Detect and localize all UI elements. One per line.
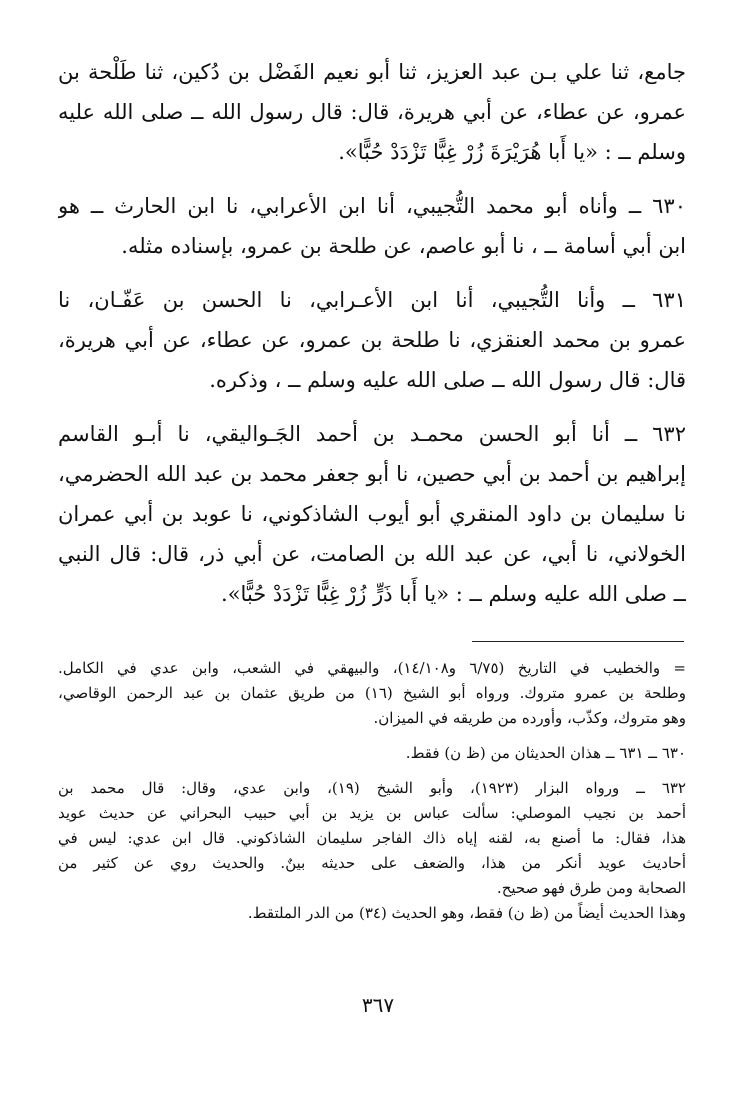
paragraph-gap [58, 400, 686, 414]
paragraph-hadith-630 [58, 186, 686, 266]
footnote-line: أحمد بن نجيب الموصلي: سألت عباس بن يزيد بن أبي حبيب البحراني عن حديث عويد [58, 804, 686, 822]
paragraph-hadith-632 [58, 414, 686, 614]
text-line: ٦٣١ ــ وأنا التُّجيبي، أنا ابن الأعـرابي، نا الحسن بن عَفّـان، نا [58, 288, 686, 312]
footnote-gap [58, 731, 686, 741]
page-number: ٣٦٧ [361, 993, 395, 1017]
text-line: ٦٣٢ ــ أنا أبو الحسن محمـد بن أحمد الجَـواليقي، نا أبـو القاسم [58, 422, 686, 446]
text-line: جامع، ثنا علي بـن عبد العزيز، ثنا أبو نعيم الفَضْل بن دُكين، ثنا طَلْحة بن [58, 60, 686, 84]
text-line: عمرو، عن عطاء، عن أبي هريرة، قال: قال رسول الله ــ صلى الله عليه [58, 100, 686, 124]
footnote-line: وهو متروك، وكذّب، وأورده من طريقه في الميزان. [373, 709, 686, 727]
footnote-line: = والخطيب في التاريخ (٦/٧٥ و١٤/١٠٨)، والبيهقي في الشعب، وابن عدي في الكامل. [58, 659, 686, 677]
text-line: ابن أبي أسامة ــ ، نا أبو عاصم، عن طلحة بن عمرو، بإسناده مثله. [121, 234, 686, 258]
paragraph-gap [58, 266, 686, 280]
footnote-gap [58, 766, 686, 776]
text-line: إبراهيم بن أحمد بن أبي حصين، نا أبو جعفر محمد بن عبد الله الحضرمي، [58, 462, 686, 486]
footnote-continued [58, 656, 686, 731]
text-line: وسلم ــ : «يا أَبا هُرَيْرَةَ زُرْ غِبًّا تَزْدَدْ حُبًّا». [338, 140, 686, 164]
footnote-separator [472, 641, 684, 642]
paragraph-gap [58, 172, 686, 186]
footnote-line: هذا، فقال: ما أصنع به، لقنه إياه ذاك الفاجر سليمان الشاذكوني. قال ابن عدي: ليس في [58, 829, 686, 847]
footnote-line: ٦٣٠ ــ ٦٣١ ــ هذان الحديثان من (ظ ن) فقط. [405, 744, 686, 762]
main-text [58, 52, 686, 614]
paragraph-hadith-629-continuation [58, 52, 686, 172]
paragraph-hadith-631 [58, 280, 686, 400]
footnote-line: الصحابة ومن طرق فهو صحيح. [496, 879, 686, 897]
footnotes [58, 656, 686, 926]
text-line: الخولاني، نا أبي، عن عبد الله بن الصامت، عن أبي ذر، قال: قال النبي [58, 542, 686, 566]
footnote-630-631 [58, 741, 686, 766]
text-line: عمرو بن محمد العنقزي، نا طلحة بن عمرو، عن عطاء، عن أبي هريرة، [58, 328, 686, 352]
footnote-632 [58, 776, 686, 926]
footnote-line: وطلحة بن عمرو متروك. ورواه أبو الشيخ (١٦) من طريق عثمان بن عبد الرحمن الوقاصي، [58, 684, 686, 702]
text-line: نا سليمان بن داود المنقري أبو أيوب الشاذكوني، نا عوبد بن أبي عمران [58, 502, 686, 526]
footnote-line: ٦٣٢ ــ ورواه البزار (١٩٢٣)، وأبو الشيخ (١٩)، وابن عدي، وقال: قال محمد بن [58, 779, 686, 797]
footnote-line: وهذا الحديث أيضاً من (ظ ن) فقط، وهو الحديث (٣٤) من الدر الملتقط. [247, 904, 686, 922]
text-line: ــ صلى الله عليه وسلم ــ : «يا أَبا ذَرٍّ زُرْ غِبًّا تَزْدَدْ حُبًّا». [221, 582, 686, 606]
footnote-line: أحاديث عويد أنكر من هذا، والضعف على حديثه بينٌ. والحديث روي عن كثير من [58, 854, 686, 872]
text-line: قال: قال رسول الله ــ صلى الله عليه وسلم ــ ، وذكره. [209, 368, 686, 392]
text-line: ٦٣٠ ــ وأناه أبو محمد التُّجيبي، أنا ابن الأعرابي، نا ابن الحارث ــ هو [58, 194, 686, 218]
